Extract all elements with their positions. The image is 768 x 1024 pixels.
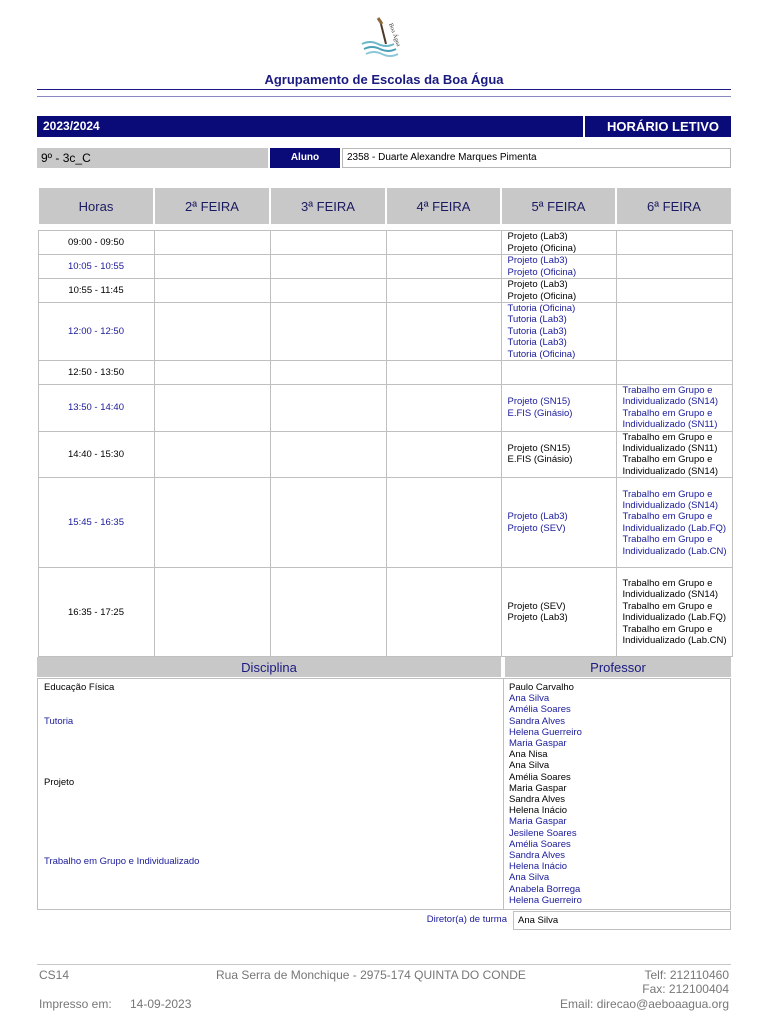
friday-cell — [616, 385, 732, 432]
empty-cell — [386, 279, 501, 303]
school-name: Agrupamento de Escolas da Boa Água — [264, 72, 504, 87]
time-slot: 09:00 - 09:50 — [38, 231, 154, 255]
thursday-cell — [501, 231, 616, 255]
professor-name: Maria Gaspar — [509, 738, 567, 749]
discipline-list — [37, 678, 731, 910]
professor-name: Ana Silva — [509, 693, 550, 705]
discipline-name: Educação Física — [44, 682, 115, 693]
empty-cell — [154, 279, 270, 303]
friday-cell — [616, 361, 732, 385]
lesson-entry: Trabalho em Grupo e Individualizado (Lab.CN) — [622, 534, 727, 557]
schedule-row — [38, 303, 732, 361]
friday-cell — [616, 255, 732, 279]
time-slot: 15:45 - 16:35 — [38, 478, 154, 568]
empty-cell — [386, 255, 501, 279]
empty-cell — [154, 255, 270, 279]
empty-cell — [154, 478, 270, 568]
schedule-row — [38, 568, 732, 657]
professor-name: Maria Gaspar — [509, 782, 567, 794]
professor-name: Maria Gaspar — [509, 816, 567, 828]
lesson-entry: Projeto (Lab3) — [507, 511, 568, 523]
lesson-entry: Tutoria (Lab3) — [507, 325, 567, 337]
thursday-cell — [501, 303, 616, 361]
lesson-entry: Tutoria (Lab3) — [507, 314, 567, 326]
friday-cell — [616, 279, 732, 303]
director-value: Ana Silva — [513, 911, 731, 930]
lesson-entry: Trabalho em Grupo e Individualizado (SN11) — [622, 431, 718, 455]
year-bar — [37, 116, 731, 137]
schedule-row — [38, 279, 732, 303]
lesson-entry: Projeto (Lab3) — [507, 255, 568, 267]
time-slot: 16:35 - 17:25 — [38, 568, 154, 657]
lesson-entry: E.FIS (Ginásio) — [507, 407, 573, 419]
lesson-entry: Projeto (SEV) — [507, 522, 566, 534]
professor-name: Sandra Alves — [509, 715, 565, 727]
time-slot: 12:50 - 13:50 — [38, 361, 154, 385]
lesson-entry: Tutoria (Oficina) — [507, 303, 576, 314]
header-rule — [37, 89, 731, 90]
friday-cell — [616, 568, 732, 657]
footer-fax: Fax: 212100404 — [642, 982, 729, 996]
footer-email: Email: direcao@aeboaagua.org — [560, 997, 729, 1011]
friday-cell — [616, 303, 732, 361]
empty-cell — [154, 303, 270, 361]
disciplina-header: Disciplina — [37, 657, 503, 677]
footer-address: Rua Serra de Monchique - 2975-174 QUINTA DO CONDE — [216, 968, 526, 982]
empty-cell — [386, 431, 501, 478]
empty-cell — [154, 431, 270, 478]
empty-cell — [154, 361, 270, 385]
col-header-wednesday: 4ª FEIRA — [386, 187, 501, 225]
footer-printed-label: Impresso em: — [39, 997, 112, 1011]
empty-cell — [270, 255, 386, 279]
professor-name: Helena Guerreiro — [509, 726, 582, 738]
professor-name: Ana Silva — [509, 760, 550, 772]
lesson-entry: Projeto (Lab3) — [507, 231, 568, 243]
empty-cell — [270, 385, 386, 432]
thursday-cell — [501, 431, 616, 478]
friday-cell — [616, 431, 732, 478]
thursday-cell — [501, 279, 616, 303]
empty-cell — [270, 231, 386, 255]
time-slot: 12:00 - 12:50 — [38, 303, 154, 361]
empty-cell — [386, 361, 501, 385]
thursday-cell — [501, 478, 616, 568]
lesson-entry: Tutoria (Oficina) — [507, 348, 576, 360]
schedule-row — [38, 385, 732, 432]
professor-name: Sandra Alves — [509, 850, 565, 861]
discipline-header — [37, 657, 731, 677]
col-header-tuesday: 3ª FEIRA — [270, 187, 386, 225]
professor-name: Helena Guerreiro — [509, 894, 582, 906]
lesson-entry: Trabalho em Grupo e Individualizado (Lab.FQ) — [622, 511, 726, 534]
footer-telf: Telf: 212110460 — [644, 968, 729, 982]
lesson-entry: Projeto (Oficina) — [507, 266, 577, 278]
empty-cell — [270, 303, 386, 361]
empty-cell — [386, 231, 501, 255]
lesson-entry: Trabalho em Grupo e Individualizado (SN14) — [622, 454, 719, 477]
professor-name: Ana Nisa — [509, 749, 548, 761]
empty-cell — [154, 385, 270, 432]
footer-code: CS14 — [39, 968, 70, 982]
director-label: Diretor(a) de turma — [426, 914, 507, 925]
empty-cell — [270, 568, 386, 657]
lesson-entry: Projeto (Oficina) — [507, 242, 577, 254]
svg-text:Boa Água: Boa Água — [387, 22, 402, 48]
footer-rule — [37, 964, 731, 965]
thursday-cell — [501, 255, 616, 279]
time-slot: 13:50 - 14:40 — [38, 385, 154, 432]
header-rule-2 — [37, 96, 731, 97]
empty-cell — [386, 478, 501, 568]
professor-name: Amélia Soares — [509, 704, 571, 716]
thursday-cell — [501, 385, 616, 432]
empty-cell — [270, 361, 386, 385]
column-divider — [503, 679, 504, 909]
time-slot: 14:40 - 15:30 — [38, 431, 154, 478]
schedule-row — [38, 231, 732, 255]
lesson-entry: Trabalho em Grupo e Individualizado (SN14) — [622, 578, 719, 601]
lesson-entry: Projeto (SN15) — [507, 443, 571, 455]
thursday-cell — [501, 361, 616, 385]
lesson-entry: Trabalho em Grupo e Individualizado (Lab.FQ) — [622, 600, 726, 624]
lesson-entry: Trabalho em Grupo e Individualizado (SN14) — [622, 488, 719, 511]
schedule-row — [38, 255, 732, 279]
lesson-entry: Trabalho em Grupo e Individualizado (SN11) — [622, 407, 718, 431]
thursday-cell — [501, 568, 616, 657]
empty-cell — [154, 568, 270, 657]
col-header-thursday: 5ª FEIRA — [501, 187, 616, 225]
schedule-row — [38, 478, 732, 568]
lesson-entry: Projeto (Lab3) — [507, 279, 568, 291]
lesson-entry: Projeto (SN15) — [507, 396, 571, 408]
schedule-header-row — [38, 187, 732, 225]
student-value: 2358 - Duarte Alexandre Marques Pimenta — [342, 148, 731, 168]
professor-header: Professor — [503, 657, 731, 677]
empty-cell — [270, 478, 386, 568]
discipline-name: Tutoria — [44, 715, 74, 727]
lesson-entry: Tutoria (Lab3) — [507, 337, 567, 349]
schedule-table — [37, 186, 733, 657]
col-header-monday: 2ª FEIRA — [154, 187, 270, 225]
col-header-friday: 6ª FEIRA — [616, 187, 732, 225]
school-year: 2023/2024 — [37, 116, 583, 137]
lesson-entry: E.FIS (Ginásio) — [507, 454, 573, 466]
professor-name: Helena Inácio — [509, 861, 568, 873]
schedule-row — [38, 361, 732, 385]
lesson-entry: Projeto (Lab3) — [507, 612, 568, 624]
time-slot: 10:55 - 11:45 — [38, 279, 154, 303]
lesson-entry: Trabalho em Grupo e Individualizado (Lab.CN) — [622, 623, 727, 647]
professor-name: Anabela Borrega — [509, 883, 581, 895]
discipline-name: Projeto — [44, 777, 75, 789]
empty-cell — [386, 385, 501, 432]
student-label: Aluno — [270, 148, 340, 168]
professor-name: Jesilene Soares — [509, 827, 577, 839]
lesson-entry: Trabalho em Grupo e Individualizado (SN14) — [622, 385, 719, 408]
friday-cell — [616, 231, 732, 255]
professor-name: Paulo Carvalho — [509, 682, 574, 693]
lesson-entry: Projeto (Oficina) — [507, 290, 577, 302]
empty-cell — [386, 303, 501, 361]
class-name: 9º - 3c_C — [37, 148, 268, 168]
footer-printed-date: 14-09-2023 — [130, 997, 192, 1011]
professor-name: Helena Inácio — [509, 805, 568, 817]
schedule-title: HORÁRIO LETIVO — [585, 116, 731, 137]
schedule-row — [38, 431, 732, 478]
empty-cell — [154, 231, 270, 255]
empty-cell — [386, 568, 501, 657]
empty-cell — [270, 279, 386, 303]
professor-name: Amélia Soares — [509, 771, 571, 783]
col-header-horas: Horas — [38, 187, 154, 225]
discipline-name: Trabalho em Grupo e Individualizado — [44, 855, 200, 867]
time-slot: 10:05 - 10:55 — [38, 255, 154, 279]
empty-cell — [270, 431, 386, 478]
professor-name: Ana Silva — [509, 872, 550, 884]
schedule-body — [38, 231, 732, 657]
friday-cell — [616, 478, 732, 568]
professor-name: Amélia Soares — [509, 838, 571, 850]
lesson-entry: Projeto (SEV) — [507, 600, 566, 612]
professor-name: Sandra Alves — [509, 794, 565, 805]
school-logo — [356, 14, 406, 62]
